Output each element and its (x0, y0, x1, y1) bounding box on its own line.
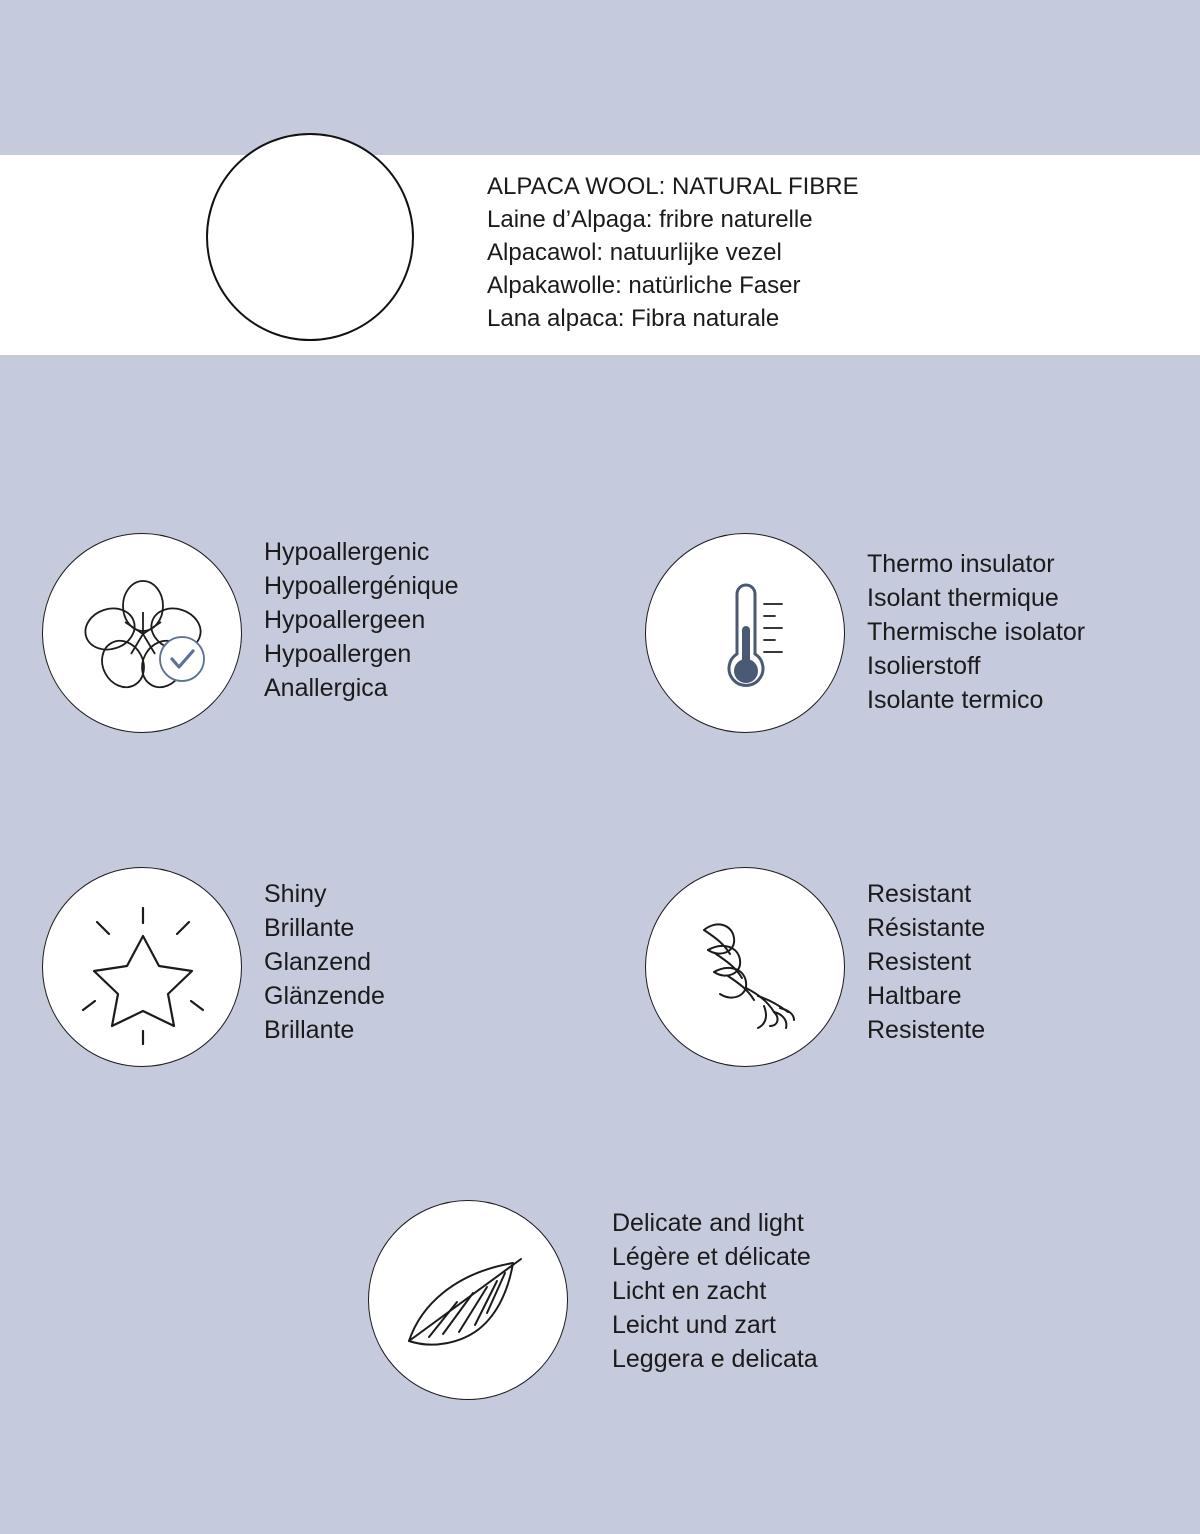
header-line-5: Lana alpaca: Fibra naturale (487, 305, 780, 332)
feature-line-5: Anallergica (264, 674, 388, 702)
feature-line-1: Hypoallergenic (264, 538, 430, 566)
feature-line-4: Leicht und zart (612, 1311, 776, 1339)
feature-line-3: Thermische isolator (867, 618, 1086, 646)
feature-line-4: Haltbare (867, 982, 962, 1010)
feature-labels (612, 1206, 942, 1376)
feather-icon (369, 1201, 569, 1401)
logo-circle (206, 133, 414, 341)
feature-icon-circle (645, 533, 845, 733)
feature-labels (264, 877, 594, 1047)
feature-icon-circle (42, 867, 242, 1067)
feature-line-2: Résistante (867, 914, 986, 942)
header-line-3: Alpacawol: natuurlijke vezel (487, 239, 782, 266)
feature-line-3: Hypoallergeen (264, 606, 426, 634)
feature-line-5: Leggera e delicata (612, 1345, 818, 1373)
feature-line-4: Glänzende (264, 982, 385, 1010)
logo-top-text (418, 115, 419, 116)
feature-labels (867, 547, 1197, 717)
feature-line-2: Légère et délicate (612, 1243, 811, 1271)
logo-bottom-text (418, 115, 419, 116)
feature-icon-circle (368, 1200, 568, 1400)
thermometer-icon (646, 534, 846, 734)
feature-line-5: Resistente (867, 1016, 986, 1044)
feature-line-1: Thermo insulator (867, 550, 1055, 578)
feature-line-5: Brillante (264, 1016, 355, 1044)
header-line-1: ALPACA WOOL: NATURAL FIBRE (487, 173, 859, 200)
feature-labels (867, 877, 1197, 1047)
feature-line-1: Delicate and light (612, 1209, 804, 1237)
feature-line-2: Hypoallergénique (264, 572, 459, 600)
feature-labels (264, 535, 594, 705)
header-line-2: Laine d’Alpaga: fribre naturelle (487, 206, 813, 233)
feature-line-2: Isolant thermique (867, 584, 1059, 612)
feature-line-4: Hypoallergen (264, 640, 412, 668)
feature-line-1: Shiny (264, 880, 327, 908)
feature-line-3: Resistent (867, 948, 972, 976)
shining-star-icon (43, 868, 243, 1068)
feature-line-2: Brillante (264, 914, 355, 942)
rope-icon (646, 868, 846, 1068)
feature-icon-circle (42, 533, 242, 733)
feature-line-3: Glanzend (264, 948, 372, 976)
header-line-4: Alpakawolle: natürliche Faser (487, 272, 801, 299)
feature-line-1: Resistant (867, 880, 972, 908)
feature-line-4: Isolierstoff (867, 652, 981, 680)
alpaca-wool-logo (206, 115, 418, 365)
feature-line-5: Isolante termico (867, 686, 1044, 714)
header-text-block (487, 170, 1127, 335)
feature-line-3: Licht en zacht (612, 1277, 767, 1305)
feature-icon-circle (645, 867, 845, 1067)
flower-check-icon (43, 534, 243, 734)
